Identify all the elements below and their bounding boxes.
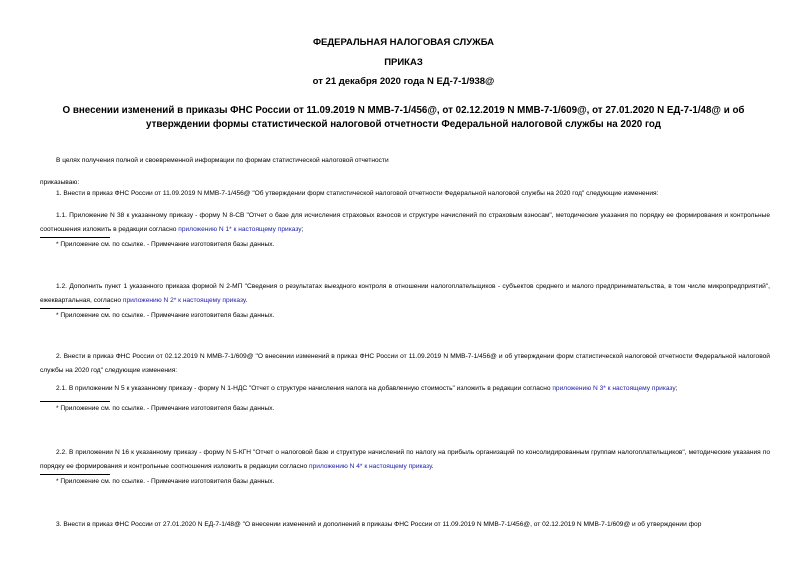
footnote-divider	[40, 474, 110, 475]
footnote: * Приложение см. по ссылке. - Примечание изготовителя базы данных.	[56, 478, 275, 485]
item-1: 1. Внести в приказ ФНС России от 11.09.2019 N ММВ-7-1/456@ "Об утверждении форм статистической налоговой отчетности Федеральной налоговой службы на 2020 год" следующие изменения:	[56, 190, 659, 197]
footnote: * Приложение см. по ссылке. - Примечание изготовителя базы данных.	[56, 405, 275, 412]
item-1-1-end: ;	[301, 225, 304, 233]
appendix-1-link[interactable]: приложению N 1* к настоящему приказу	[178, 225, 302, 233]
footnote: * Приложение см. по ссылке. - Примечание изготовителя базы данных.	[56, 241, 275, 248]
item-1-1	[40, 209, 770, 236]
item-3: 3. Внести в приказ ФНС России от 27.01.2020 N ЕД-7-1/48@ "О внесении изменений и дополнений в приказы ФНС России от 11.09.2019 N ММВ-7-1/456@, от 02.12.2019 N ММВ-7-1/609@ и об утверждении фор	[56, 521, 702, 528]
footnote-divider	[40, 237, 110, 238]
doc-type-heading: ПРИКАЗ	[384, 57, 423, 68]
item-2: 2. Внести в приказ ФНС России от 02.12.2019 N ММВ-7-1/609@ "О внесении изменений в приказ ФНС России от 11.09.2019 N ММВ-7-1/456@ и об утверждении форм статистической налоговой отчетности Федеральной налоговой службы на 2020 год" следующие изменения:	[40, 353, 770, 374]
item-2-1-end: ;	[675, 385, 678, 392]
item-2-1-text: 2.1. В приложении N 5 к указанному приказу - форму N 1-НДС "Отчет о структуре начисления налога на добавленную стоимость" изложить в редакции согласно	[56, 385, 553, 392]
document-title: О внесении изменений в приказы ФНС России от 11.09.2019 N ММВ-7-1/456@, от 02.12.2019 N ММВ-7-1/609@, от 27.01.2020 N ЕД-7-1/48@ и об утверждении формы статистической налоговой отчетности Федеральной налоговой службы на 2020 год	[62, 105, 745, 130]
date-number-heading: от 21 декабря 2020 года N ЕД-7-1/938@	[312, 76, 495, 87]
item-1-2-end: .	[245, 296, 248, 304]
footnote-divider	[40, 401, 110, 402]
appendix-2-link[interactable]: приложению N 2* к настоящему приказу	[122, 296, 246, 304]
footnote-divider	[40, 308, 110, 309]
appendix-3-link[interactable]: приложению N 3* к настоящему приказу	[552, 385, 676, 392]
preamble: В целях получения полной и своевременной информации по формам статистической налоговой отчетности	[56, 157, 389, 164]
item-2-2-text: 2.2. В приложении N 16 к указанному приказу - форму N 5-КГН "Отчет о налоговой базе и структуре начислений по налогу на прибыль организаций по консолидированным группам налогоплательщиков", методические указания по порядку ее формирования и контрольные соотношения изложить в редакции согласно	[40, 449, 770, 470]
item-2-2-end: .	[431, 462, 434, 470]
item-1-2-text: 1.2. Дополнить пункт 1 указанного приказа формой N 2-МП "Сведения о результатах выездного контроля в отношении налогоплательщиков - субъектов среднего и малого предпринимательства, в том числе микропредприятий", ежеквартальная, согласно	[40, 283, 770, 304]
order-word: приказываю:	[40, 179, 80, 186]
item-2-1	[40, 382, 770, 396]
appendix-4-link[interactable]: приложению N 4* к настоящему приказу	[309, 462, 432, 470]
footnote: * Приложение см. по ссылке. - Примечание изготовителя базы данных.	[56, 312, 275, 319]
item-1-2	[40, 280, 770, 307]
agency-heading: ФЕДЕРАЛЬНАЯ НАЛОГОВАЯ СЛУЖБА	[312, 37, 495, 48]
item-2-2	[40, 446, 770, 473]
item-1-1-text: 1.1. Приложение N 38 к указанному приказу - форму N 8-СВ "Отчет о базе для исчисления страховых взносов и структуре начислений по страховым взносам", методические указания по порядку ее формирования и контрольные соотношения изложить в редакции согласно	[40, 212, 770, 233]
